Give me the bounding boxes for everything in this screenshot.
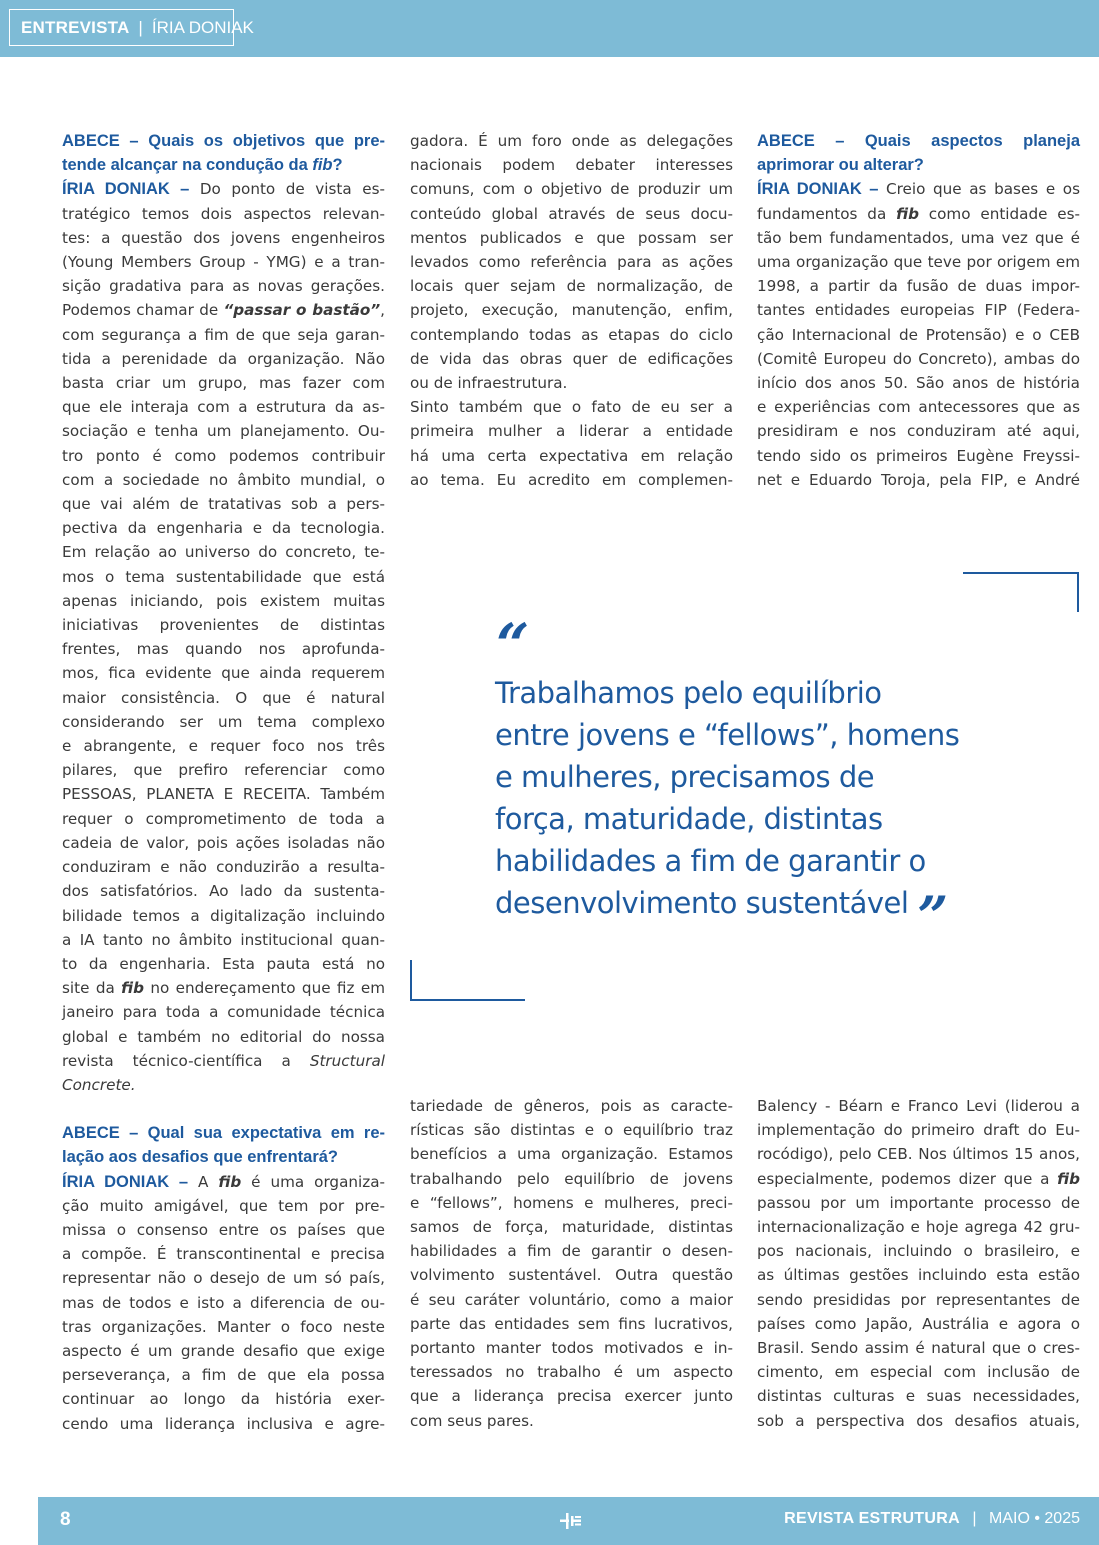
column-2-line: de vida das obras quer de edificações — [410, 349, 733, 368]
column-2-line: habilidades a fim de garantir o desen- — [410, 1242, 733, 1261]
column-2-line: com seus pares. — [410, 1411, 534, 1430]
column-2-line: há uma certa expectativa em relação — [410, 446, 733, 465]
column-3-line: rocódigo), pelo CEB. Nos últimos 15 anos, — [757, 1145, 1080, 1164]
column-3-line: passou por um importante processo de — [757, 1193, 1080, 1212]
column-2-line: comuns, com o objetivo de produzir um — [410, 180, 733, 199]
answer-1-line: Podemos chamar de “passar o bastão”, — [62, 301, 385, 320]
answer-1-line: a IA tanto no âmbito institucional quan- — [62, 930, 385, 949]
answer-1-line: sição gradativa para as novas gerações. — [62, 277, 385, 296]
answer-3-line: uma organização que teve por origem em — [757, 253, 1080, 272]
column-2-line: projeto, execução, manutenção, enfim, — [410, 301, 733, 320]
answer-2-line: continuar ao longo da história exer- — [62, 1390, 385, 1409]
column-2-bottom-text — [410, 1094, 733, 1433]
column-2-bottom — [410, 1094, 733, 1433]
answer-3-line: ção Internacional de Protensão) e o CEB — [757, 325, 1080, 344]
answer-2-line: tras organizações. Manter o foco neste — [62, 1317, 385, 1336]
answer-3-line: (Comitê Europeu do Concreto), ambas do — [757, 349, 1080, 368]
column-2-line: que a liderança precisa exercer junto — [410, 1387, 733, 1406]
answer-3-line: fundamentos da fib como entidade es- — [757, 204, 1080, 223]
answer-1-line: e abrangente, e requer foco nos três — [62, 737, 385, 756]
column-2-line: primeira mulher a liderar a entidade — [410, 422, 733, 441]
answer-1-line: conduziram e não conduzirão a resulta- — [62, 858, 385, 877]
column-2-line: nacionais podem debater interesses — [410, 156, 733, 175]
answer-1-line: PESSOAS, PLANETA E RECEITA. Também — [62, 785, 385, 804]
question-1-line: tende alcançar na condução da fib? — [62, 156, 343, 175]
answer-3-line: presidiram e nos conduziram até aqui, — [757, 422, 1080, 441]
answer-1-line: basta criar um grupo, mas fazer com — [62, 374, 385, 393]
question-3-line: ABECE – Quais aspectos planeja — [757, 132, 1080, 150]
answer-1-line: que ele interaja com a estrutura da as- — [62, 398, 385, 417]
answer-1-line: maior consistência. O que é natural — [62, 688, 385, 707]
column-3-bottom — [757, 1094, 1080, 1433]
column-2-line: volvimento sustentável. Outra questão — [410, 1266, 733, 1285]
column-2-line: e “fellows”, homens e mulheres, preci- — [410, 1193, 733, 1212]
issue-date: MAIO • 2025 — [989, 1510, 1080, 1527]
answer-1-line: Em relação ao universo do concreto, te- — [62, 543, 385, 562]
question-1-line: ABECE – Quais os objetivos que pre- — [62, 132, 385, 150]
column-2-line: benefícios a uma organização. Estamos — [410, 1145, 733, 1164]
answer-1-line: bilidade temos a digitalização incluindo — [62, 906, 385, 925]
speaker-label: ÍRIA DONIAK – — [62, 1172, 189, 1191]
answer-1-line: (Young Members Group - YMG) e a tran- — [62, 253, 385, 272]
column-2-line: teressados no trabalho é um aspecto — [410, 1363, 733, 1382]
answer-3-line: tendo sido os primeiros Eugène Freyssi- — [757, 446, 1080, 465]
footer-text — [784, 1510, 1080, 1528]
answer-1-line: tro ponto é como podemos contribuir — [62, 446, 385, 465]
column-2-line: samos de força, maturidade, distintas — [410, 1218, 733, 1237]
pullquote-line: força, maturidade, distintas — [495, 802, 883, 836]
column-2-line: levados como referência para as ações — [410, 253, 733, 272]
answer-1-line: to da engenharia. Esta pauta está no — [62, 954, 385, 973]
column-3-line: pos nacionais, incluindo o brasileiro, e — [757, 1242, 1080, 1261]
column-2-line: portanto manter todos motivados e in- — [410, 1339, 733, 1358]
pullquote-line: Trabalhamos pelo equilíbrio — [495, 676, 882, 710]
column-3-line: especialmente, podemos dizer que a fib — [757, 1169, 1080, 1188]
answer-1-line: ÍRIA DONIAK – Do ponto de vista es- — [62, 180, 385, 199]
footer-separator: | — [972, 1510, 977, 1527]
close-quote-mark: ” — [917, 884, 948, 948]
answer-2-line: a compõe. É transcontinental e precisa — [62, 1245, 385, 1264]
answer-2-line: ÍRIA DONIAK – A fib é uma organiza- — [62, 1172, 385, 1191]
pullquote-line: entre jovens e “fellows”, homens — [495, 718, 960, 752]
abece-logo-icon — [559, 1511, 583, 1531]
section-separator: | — [138, 17, 143, 37]
frame-corner-top-right — [963, 573, 1078, 612]
column-2-line: gadora. É um foro onde as delegações — [410, 132, 733, 150]
question-3-line: aprimorar ou alterar? — [757, 156, 924, 175]
answer-2-line: mas de todos e isto a diferencia de ou- — [62, 1293, 385, 1312]
pullquote-line: e mulheres, precisamos de — [495, 760, 875, 794]
answer-1-line: frentes, mas quando nos aprofunda- — [62, 640, 385, 659]
answer-3-line: tão bem fundamentados, uma vez que é — [757, 228, 1080, 247]
column-3-line: sob a perspectiva dos desafios atuais, — [757, 1411, 1080, 1430]
answer-1-line: tes: a questão dos jovens engenheiros — [62, 228, 385, 247]
speaker-label: ÍRIA DONIAK – — [757, 180, 879, 199]
answer-1-line: mos o tema sustentabilidade que está — [62, 567, 385, 586]
answer-2-line: missa o consenso entre os países que — [62, 1220, 385, 1239]
answer-1-line: mos, fica evidente que ainda requerem — [62, 664, 385, 683]
column-3-line: internacionalização e hoje agrega 42 gru- — [757, 1218, 1080, 1237]
column-3-line: países como Japão, Austrália e agora o — [757, 1314, 1080, 1333]
footer-bar — [38, 1497, 1099, 1545]
column-3-line: as últimas gestões incluindo esta estão — [757, 1266, 1080, 1285]
column-3-line: cimento, em especial com inclusão de — [757, 1363, 1080, 1382]
answer-1-line: tratégico temos dois aspectos relevan- — [62, 204, 385, 223]
answer-3-line: tantes entidades europeias FIP (Federa- — [757, 301, 1080, 320]
answer-2-line: representar não o desejo de um só país, — [62, 1269, 385, 1288]
frame-corner-bottom-left — [411, 960, 525, 1000]
section-label: ENTREVISTA — [21, 17, 130, 37]
column-2-line: trabalhando pelo equilíbrio de jovens — [410, 1169, 733, 1188]
question-2-line: ABECE – Qual sua expectativa em re- — [62, 1124, 385, 1143]
answer-1-line: iniciativas provenientes de distintas — [62, 616, 385, 635]
pullquote-line: habilidades a fim de garantir o — [495, 844, 926, 878]
column-3-line: Brasil. Sendo assim é natural que o cres- — [757, 1339, 1080, 1358]
column-3-line: Balency - Béarn e Franco Levi (liderou a — [757, 1097, 1080, 1115]
answer-1-line: com segurança a fim de que seja garan- — [62, 325, 385, 344]
column-2-line: conteúdo global através de seus docu- — [410, 204, 733, 223]
answer-1-line: site da fib no endereçamento que fiz em — [62, 979, 385, 998]
answer-2-line: ção muito amigável, que tem por pre- — [62, 1196, 385, 1215]
answer-1-line: Concrete. — [62, 1075, 136, 1094]
answer-1-line: cadeia de valor, pois ações isoladas não — [62, 833, 385, 852]
answer-1-line: revista técnico-científica a Structural — [62, 1051, 385, 1070]
answer-3-line: e experiências com antecessores que as — [757, 398, 1080, 417]
column-3-line: distintas culturas e suas necessidades, — [757, 1387, 1080, 1406]
column-2-line: é seu caráter voluntário, como a maior — [410, 1290, 733, 1309]
answer-2-line: aspecto é um grande desafio que exige — [62, 1341, 385, 1360]
interviewee-name: ÍRIA DONIAK — [151, 17, 254, 37]
answer-1-line: que vai além de tratativas sob a pers- — [62, 495, 385, 514]
column-3-line: sendo presididas por representantes de — [757, 1290, 1080, 1309]
answer-1-line: pilares, que prefiro referenciar como — [62, 761, 385, 780]
answer-1-line: apenas iniciando, pois existem muitas — [62, 591, 385, 610]
answer-1-line: pectiva da engenharia e da tecnologia. — [62, 519, 385, 538]
answer-2-line: perseverança, a fim de que ela possa — [62, 1366, 385, 1385]
column-2-line: mentos publicados e que possam ser — [410, 228, 733, 247]
page-number: 8 — [60, 1509, 71, 1530]
answer-1-line: considerando ser um tema complexo — [62, 712, 385, 731]
answer-2-line: cendo uma liderança inclusiva e agre- — [62, 1414, 385, 1433]
answer-3-line: net e Eduardo Toroja, pela FIP, e André — [757, 470, 1080, 489]
column-3-line: implementação do primeiro draft do Eu- — [757, 1121, 1080, 1140]
magazine-name: REVISTA ESTRUTURA — [784, 1510, 960, 1527]
pullquote — [495, 672, 965, 948]
column-3-bottom-text — [757, 1094, 1080, 1433]
answer-1-line: janeiro para toda a comunidade técnica — [62, 1003, 385, 1022]
column-2-line: Sinto também que o fato de eu ser a — [410, 398, 733, 417]
answer-3-line: ÍRIA DONIAK – Creio que as bases e os — [757, 180, 1080, 199]
column-2-line: rísticas são distintas e o equilíbrio traz — [410, 1121, 733, 1140]
column-2-line: tariedade de gêneros, pois as caracte- — [410, 1097, 733, 1115]
answer-1-line: tida a perenidade da organização. Não — [62, 349, 385, 368]
answer-1-line: sociação e tenha um planejamento. Ou- — [62, 422, 385, 441]
answer-1-line: dos satisfatórios. Ao lado da sustenta- — [62, 882, 385, 901]
answer-3-line: início dos anos 50. São anos de história — [757, 374, 1080, 393]
column-2-line: ou de infraestrutura. — [410, 374, 568, 393]
pullquote-line: desenvolvimento sustentável ” — [495, 884, 948, 948]
answer-1-line: com a sociedade no âmbito mundial, o — [62, 470, 385, 489]
question-2-line: lação aos desafios que enfrentará? — [62, 1148, 339, 1167]
column-2-line: locais quer sejam de normalização, de — [410, 277, 733, 296]
speaker-label: ÍRIA DONIAK – — [62, 180, 190, 199]
answer-1-line: requer o comprometimento de toda a — [62, 809, 385, 828]
answer-1-line: global e também no editorial do nossa — [62, 1027, 385, 1046]
column-2-line: contemplando todas as etapas do ciclo — [410, 325, 733, 344]
column-2-line: parte das entidades sem fins lucrativos, — [410, 1314, 733, 1333]
open-quote-mark: “ — [496, 611, 530, 679]
answer-3-line: 1998, a partir da fusão de duas impor- — [757, 277, 1080, 296]
column-2-line: ao tema. Eu acredito em complemen- — [410, 470, 733, 489]
